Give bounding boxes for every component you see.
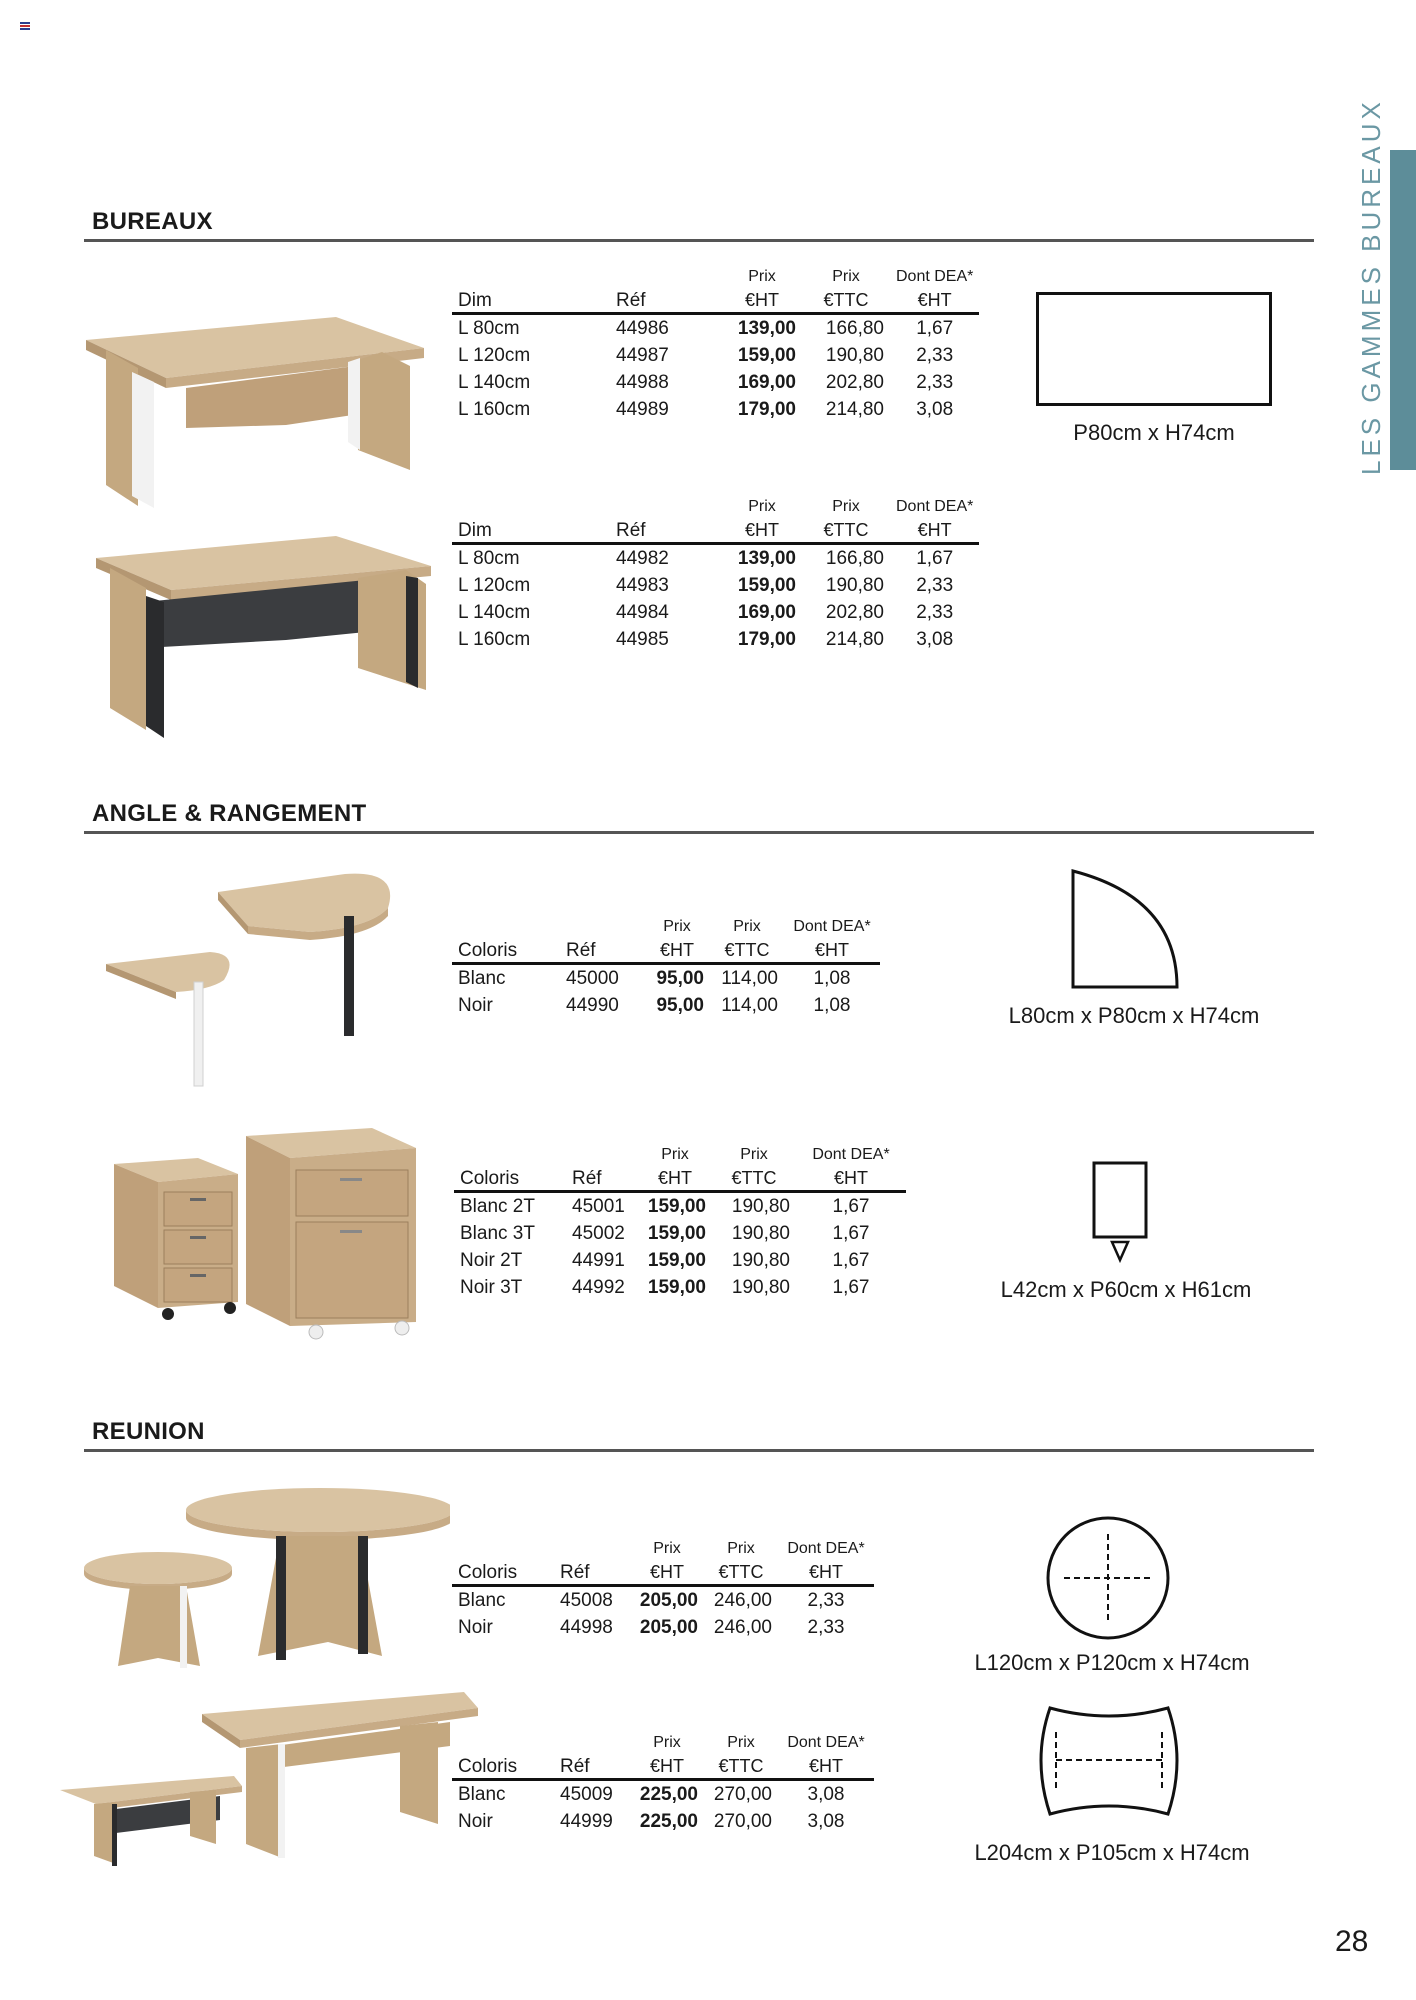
bureaux-table-a	[452, 266, 979, 423]
cell-prix-ht: 139,00	[737, 547, 796, 569]
cell-dim: L 80cm	[458, 317, 520, 339]
section-title-reunion: REUNION	[92, 1418, 205, 1445]
cell-prix-ttc: 190,80	[731, 1222, 790, 1244]
cell-ref: 45001	[572, 1195, 625, 1217]
table-row	[452, 342, 979, 369]
table-row	[452, 572, 979, 599]
cell-prix-ttc: 166,80	[825, 547, 884, 569]
meeting-tables-photo	[60, 1686, 480, 1866]
table-row	[452, 1586, 874, 1615]
col-header-dea-ht: €HT	[833, 1168, 868, 1188]
col-header-eur-ht: €HT	[659, 940, 694, 960]
dimension-label: L42cm x P60cm x H61cm	[1000, 1277, 1252, 1302]
cell-dea: 2,33	[916, 344, 954, 366]
col-header-dea: Dont DEA*	[787, 1540, 865, 1557]
table-row	[452, 992, 880, 1019]
cell-ref: 44999	[560, 1810, 613, 1832]
col-header-dea-ht: €HT	[917, 520, 952, 540]
reunion-table-b	[452, 1732, 874, 1835]
cell-dea: 1,67	[916, 317, 954, 339]
cell-dea: 1,67	[832, 1276, 870, 1298]
table-row	[452, 314, 979, 343]
cell-dim: L 120cm	[458, 344, 531, 366]
cell-prix-ttc: 114,00	[721, 994, 778, 1016]
cell-dea: 1,67	[832, 1195, 870, 1217]
cell-coloris: Noir	[458, 994, 493, 1016]
col-header-eur-ttc: €TTC	[718, 1756, 764, 1776]
col-header-coloris: Coloris	[458, 1756, 518, 1777]
section-divider	[84, 239, 1314, 242]
dimension-label: L120cm x P120cm x H74cm	[974, 1650, 1250, 1675]
section-title-bureaux: BUREAUX	[92, 208, 213, 235]
cell-prix-ttc: 202,80	[825, 601, 884, 623]
cell-prix-ht: 169,00	[737, 601, 796, 623]
cell-prix-ttc: 202,80	[825, 371, 884, 393]
table-row	[452, 544, 979, 573]
cell-prix-ht: 139,00	[737, 317, 796, 339]
cell-prix-ttc: 190,80	[731, 1195, 790, 1217]
section-divider	[84, 1449, 1314, 1452]
col-header-prix-ttc: Prix	[832, 498, 860, 515]
cell-prix-ttc: 270,00	[713, 1783, 772, 1805]
col-header-prix-ttc: Prix	[740, 1146, 768, 1163]
cell-coloris: Blanc 2T	[460, 1195, 535, 1217]
cell-ref: 45002	[572, 1222, 625, 1244]
cell-coloris: Blanc	[458, 967, 506, 989]
cell-prix-ht: 95,00	[656, 967, 704, 989]
cell-ref: 44988	[616, 371, 669, 393]
col-header-ref: Réf	[572, 1168, 602, 1189]
col-header-dea: Dont DEA*	[896, 498, 974, 515]
cell-ref: 45008	[560, 1589, 613, 1611]
table-row	[452, 964, 880, 993]
cell-dea: 3,08	[916, 398, 954, 420]
desk-rectangle-shape	[1036, 292, 1272, 406]
col-header-dea-ht: €HT	[808, 1756, 843, 1776]
cell-ref: 44983	[616, 574, 669, 596]
cell-prix-ttc: 190,80	[825, 344, 884, 366]
cell-prix-ttc: 190,80	[731, 1276, 790, 1298]
section-title-angle-rangement: ANGLE & RANGEMENT	[92, 800, 367, 827]
round-tables-photo	[80, 1486, 450, 1676]
col-header-eur-ttc: €TTC	[823, 520, 869, 540]
cell-ref: 44992	[572, 1276, 625, 1298]
cell-prix-ht: 205,00	[639, 1589, 698, 1611]
cell-ref: 44986	[616, 317, 669, 339]
col-header-prix-ht: Prix	[663, 918, 691, 935]
cell-dim: L 160cm	[458, 628, 531, 650]
angle-table-a	[452, 916, 880, 1019]
col-header-dea: Dont DEA*	[812, 1146, 890, 1163]
cell-dea: 1,08	[813, 967, 851, 989]
col-header-dea: Dont DEA*	[793, 918, 871, 935]
cell-prix-ht: 95,00	[656, 994, 704, 1016]
col-header-eur-ht: €HT	[744, 290, 779, 310]
cell-ref: 44989	[616, 398, 669, 420]
col-header-eur-ttc: €TTC	[718, 1562, 764, 1582]
cell-coloris: Noir	[458, 1810, 493, 1832]
dimension-label: L80cm x P80cm x H74cm	[1008, 1003, 1260, 1028]
cell-dea: 3,08	[807, 1783, 845, 1805]
col-header-ref: Réf	[560, 1756, 590, 1777]
table-row	[452, 626, 979, 653]
corner-shape	[1070, 868, 1180, 990]
cell-prix-ht: 159,00	[647, 1222, 706, 1244]
col-header-eur-ttc: €TTC	[724, 940, 770, 960]
cell-dea: 2,33	[807, 1589, 845, 1611]
cell-dea: 1,67	[916, 547, 954, 569]
table-row	[454, 1192, 906, 1221]
side-label: LES GAMMES BUREAUX	[1356, 98, 1386, 475]
col-header-eur-ht: €HT	[649, 1562, 684, 1582]
col-header-prix-ttc: Prix	[727, 1734, 755, 1751]
col-header-eur-ttc: €TTC	[731, 1168, 777, 1188]
boat-table-shape	[1034, 1702, 1184, 1822]
cell-ref: 45000	[566, 967, 619, 989]
cell-ref: 44985	[616, 628, 669, 650]
cell-coloris: Noir 3T	[460, 1276, 523, 1298]
cell-prix-ht: 159,00	[737, 344, 796, 366]
cell-ref: 44982	[616, 547, 669, 569]
col-header-dea-ht: €HT	[808, 1562, 843, 1582]
col-header-ref: Réf	[616, 290, 646, 311]
drawer-units-photo	[110, 1126, 420, 1346]
col-header-prix-ttc: Prix	[832, 268, 860, 285]
col-header-dea: Dont DEA*	[787, 1734, 865, 1751]
col-header-prix-ttc: Prix	[727, 1540, 755, 1557]
page-number: 28	[1335, 1925, 1369, 1958]
col-header-dim: Dim	[458, 290, 492, 311]
cell-prix-ttc: 270,00	[713, 1810, 772, 1832]
bureaux-table-b	[452, 496, 979, 653]
col-header-prix-ht: Prix	[661, 1146, 689, 1163]
cell-coloris: Blanc	[458, 1783, 506, 1805]
col-header-coloris: Coloris	[458, 940, 518, 961]
col-header-eur-ht: €HT	[649, 1756, 684, 1776]
cell-dim: L 80cm	[458, 547, 520, 569]
cell-ref: 44991	[572, 1249, 625, 1271]
col-header-ref: Réf	[616, 520, 646, 541]
dimension-label: L204cm x P105cm x H74cm	[974, 1840, 1250, 1865]
cell-prix-ttc: 190,80	[825, 574, 884, 596]
cell-prix-ttc: 246,00	[713, 1589, 772, 1611]
desk-white-legs-photo	[86, 310, 426, 510]
col-header-eur-ht: €HT	[744, 520, 779, 540]
col-header-dim: Dim	[458, 520, 492, 541]
cell-prix-ht: 179,00	[737, 628, 796, 650]
table-row	[452, 599, 979, 626]
col-header-coloris: Coloris	[458, 1562, 518, 1583]
col-header-prix-ttc: Prix	[733, 918, 761, 935]
cell-dea: 1,67	[832, 1222, 870, 1244]
side-tab	[1390, 150, 1416, 470]
col-header-prix-ht: Prix	[748, 498, 776, 515]
table-row	[452, 369, 979, 396]
col-header-ref: Réf	[566, 940, 596, 961]
corner-extension-photo	[100, 868, 400, 1088]
cell-prix-ttc: 246,00	[713, 1616, 772, 1638]
table-row	[452, 396, 979, 423]
cell-ref: 44987	[616, 344, 669, 366]
cell-dea: 1,67	[832, 1249, 870, 1271]
cell-prix-ttc: 214,80	[825, 398, 884, 420]
dimension-label: P80cm x H74cm	[1073, 420, 1235, 445]
cell-prix-ht: 159,00	[647, 1249, 706, 1271]
cell-coloris: Noir 2T	[460, 1249, 523, 1271]
cell-prix-ttc: 114,00	[721, 967, 778, 989]
cell-dea: 2,33	[916, 574, 954, 596]
table-row	[452, 1614, 874, 1641]
round-table-shape	[1044, 1514, 1172, 1642]
cell-dim: L 140cm	[458, 601, 531, 623]
cell-prix-ht: 179,00	[737, 398, 796, 420]
menu-icon[interactable]	[20, 22, 30, 30]
cell-prix-ht: 225,00	[639, 1810, 698, 1832]
cell-ref: 44998	[560, 1616, 613, 1638]
col-header-coloris: Coloris	[460, 1168, 520, 1189]
cell-prix-ttc: 190,80	[731, 1249, 790, 1271]
cell-dea: 2,33	[807, 1616, 845, 1638]
table-row	[454, 1274, 906, 1301]
section-divider	[84, 831, 1314, 834]
cell-ref: 44990	[566, 994, 619, 1016]
desk-anthracite-photo	[96, 530, 436, 740]
drawer-unit-shape	[1090, 1160, 1150, 1266]
col-header-eur-ht: €HT	[657, 1168, 692, 1188]
cell-coloris: Blanc 3T	[460, 1222, 535, 1244]
cell-dea: 3,08	[807, 1810, 845, 1832]
col-header-prix-ht: Prix	[653, 1734, 681, 1751]
cell-coloris: Noir	[458, 1616, 493, 1638]
cell-ref: 44984	[616, 601, 669, 623]
cell-prix-ht: 159,00	[647, 1276, 706, 1298]
cell-dim: L 140cm	[458, 371, 531, 393]
cell-prix-ht: 169,00	[737, 371, 796, 393]
table-row	[452, 1780, 874, 1809]
cell-prix-ht: 205,00	[639, 1616, 698, 1638]
cell-coloris: Blanc	[458, 1589, 506, 1611]
cell-dim: L 160cm	[458, 398, 531, 420]
col-header-eur-ttc: €TTC	[823, 290, 869, 310]
cell-dea: 2,33	[916, 371, 954, 393]
reunion-table-a	[452, 1538, 874, 1641]
table-row	[454, 1247, 906, 1274]
col-header-dea-ht: €HT	[814, 940, 849, 960]
cell-prix-ht: 159,00	[647, 1195, 706, 1217]
cell-dea: 1,08	[813, 994, 851, 1016]
angle-table-b	[454, 1144, 906, 1301]
cell-dea: 2,33	[916, 601, 954, 623]
col-header-ref: Réf	[560, 1562, 590, 1583]
cell-prix-ht: 225,00	[639, 1783, 698, 1805]
col-header-dea: Dont DEA*	[896, 268, 974, 285]
cell-prix-ttc: 214,80	[825, 628, 884, 650]
cell-dim: L 120cm	[458, 574, 531, 596]
cell-dea: 3,08	[916, 628, 954, 650]
table-row	[454, 1220, 906, 1247]
table-row	[452, 1808, 874, 1835]
cell-ref: 45009	[560, 1783, 613, 1805]
cell-prix-ht: 159,00	[737, 574, 796, 596]
col-header-prix-ht: Prix	[748, 268, 776, 285]
col-header-dea-ht: €HT	[917, 290, 952, 310]
cell-prix-ttc: 166,80	[825, 317, 884, 339]
col-header-prix-ht: Prix	[653, 1540, 681, 1557]
